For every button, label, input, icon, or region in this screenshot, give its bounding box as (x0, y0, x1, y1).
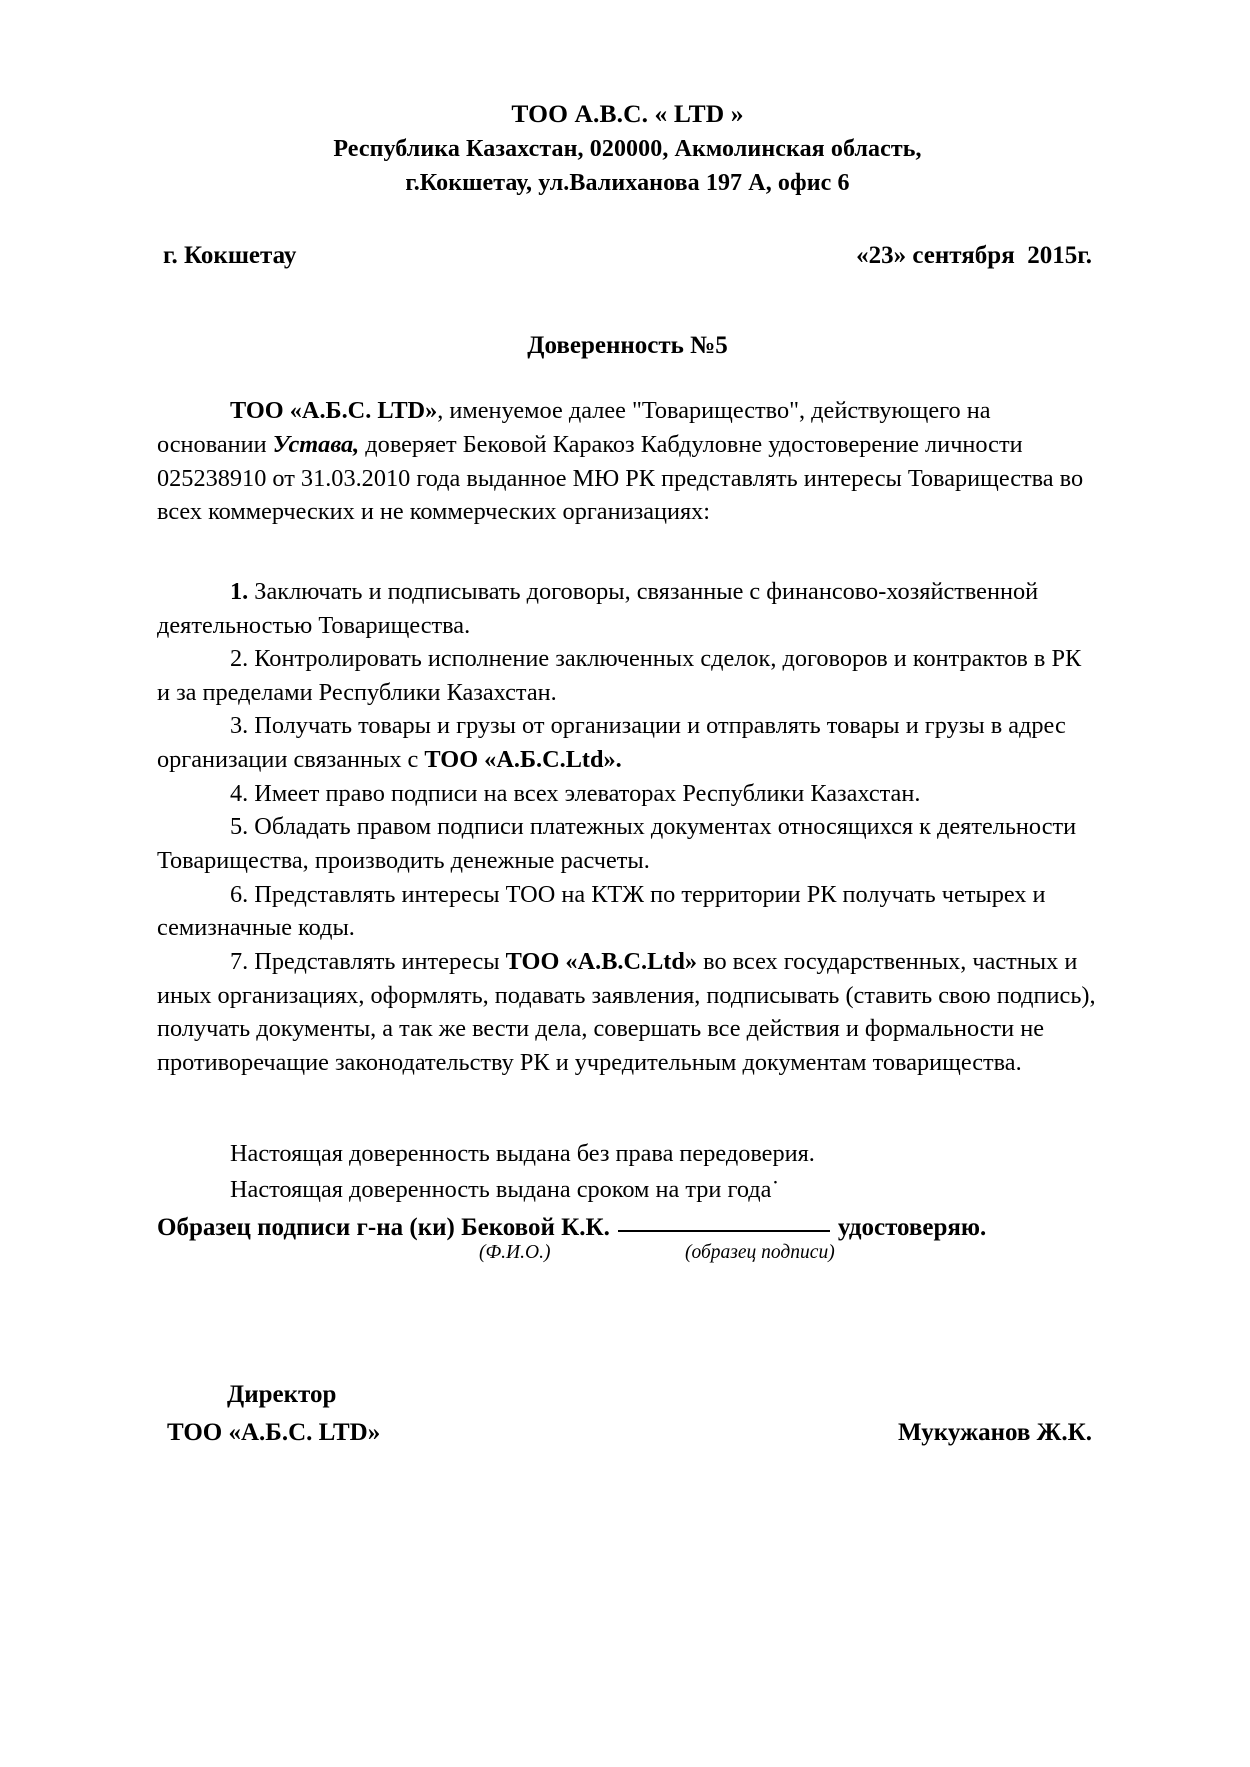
director-name: Мукужанов Ж.К. (898, 1419, 1092, 1447)
item-bold-company: ТОО «A.B.C.Ltd» (505, 947, 698, 975)
intro-company-name: ТОО «А.Б.С. LTD» (230, 397, 438, 425)
list-item (157, 945, 1098, 1080)
closing-line-1: Настоящая доверенность выдана без права передоверия. (230, 1139, 815, 1167)
list-item (157, 709, 1098, 776)
director-org: ТОО «А.Б.С. LTD» (167, 1419, 381, 1447)
item-number: 6. (230, 880, 249, 908)
item-text: Получать товары и грузы от организации и отправлять товары и грузы в адрес организации связанных с (157, 712, 1066, 774)
caption-signature-sample: (образец подписи) (685, 1242, 835, 1264)
item-text: Контролировать исполнение заключенных сделок, договоров и контрактов в РК и за пределами Республики Казахстан. (157, 645, 1082, 706)
signature-line[interactable] (618, 1230, 830, 1232)
date-label: «23» сентября 2015г. (856, 242, 1092, 270)
intro-tail: доверяет Бековой Каракоз Кабдуловне удостоверение личности 025238910 от 31.03.2010 года выданное МЮ РК представлять интересы Товарищества во всех коммерческих и не коммерческих организациях: (157, 431, 1084, 526)
item-text: Представлять интересы ТОО на КТЖ по территории РК получать четырех и семизначные коды. (157, 880, 1046, 942)
signature-sample-row (157, 1214, 1098, 1242)
item-number: 4. (230, 779, 249, 807)
letterhead-address-line-1: Республика Казахстан, 020000, Акмолинская область, (333, 136, 922, 163)
city-date-row (157, 242, 1098, 270)
item-text: Представлять интересы (248, 947, 506, 975)
city-label: г. Кокшетау (163, 242, 297, 270)
item-number: 1. (230, 577, 249, 605)
item-number: 5. (230, 813, 249, 841)
caption-fio: (Ф.И.О.) (479, 1242, 551, 1264)
item-text: Обладать правом подписи платежных документах относящихся к деятельности Товарищества, производить денежные расчеты. (157, 813, 1077, 875)
list-item (157, 575, 1098, 642)
page-title: Доверенность №5 (527, 332, 728, 360)
list-item (157, 642, 1098, 709)
intro-after-company: , именуемое далее "Товарищество", действующего на основании (157, 397, 991, 458)
letterhead-address-line-2: г.Кокшетау, ул.Валиханова 197 А, офис 6 (405, 170, 850, 197)
director-block (157, 1376, 1098, 1452)
intro-charter: Устава, (272, 431, 360, 458)
signature-certify-label: удостоверяю. (837, 1214, 987, 1242)
item-number: 7. (230, 947, 249, 975)
intro-paragraph (157, 394, 1098, 529)
item-text-after: во всех государственных, частных и иных организациях, оформлять, подавать заявления, подписывать (ставить свою подпись), получать документы, а так же вести дела, совершать все действия и формальности не противоречащие законодательству РК и учредительным документам товарищества. (157, 947, 1096, 1076)
list-item (157, 810, 1098, 877)
item-number: 2. (230, 645, 249, 673)
letterhead (157, 96, 1098, 200)
closing-line-2: Настоящая доверенность выдана сроком на три года˙ (230, 1175, 780, 1203)
list-item (157, 878, 1098, 945)
director-role: Директор (227, 1381, 337, 1409)
item-text: Имеет право подписи на всех элеваторах Республики Казахстан. (248, 779, 921, 807)
signature-sample-label: Образец подписи г-на (ки) Бековой К.К. (157, 1214, 610, 1242)
item-text: Заключать и подписывать договоры, связанные с финансово-хозяйственной деятельностью Товарищества. (157, 577, 1039, 639)
item-number: 3. (230, 712, 249, 740)
closing-block (157, 1136, 1098, 1209)
signature-captions (157, 1242, 1098, 1272)
director-signature-row (157, 1414, 1098, 1452)
document-body (157, 394, 1098, 1079)
item-bold-company: ТОО «А.Б.С.Ltd». (424, 746, 622, 774)
spacer (157, 529, 1098, 575)
letterhead-org-name: ТОО А.В.С. « LTD » (511, 99, 744, 128)
list-item (157, 777, 1098, 811)
